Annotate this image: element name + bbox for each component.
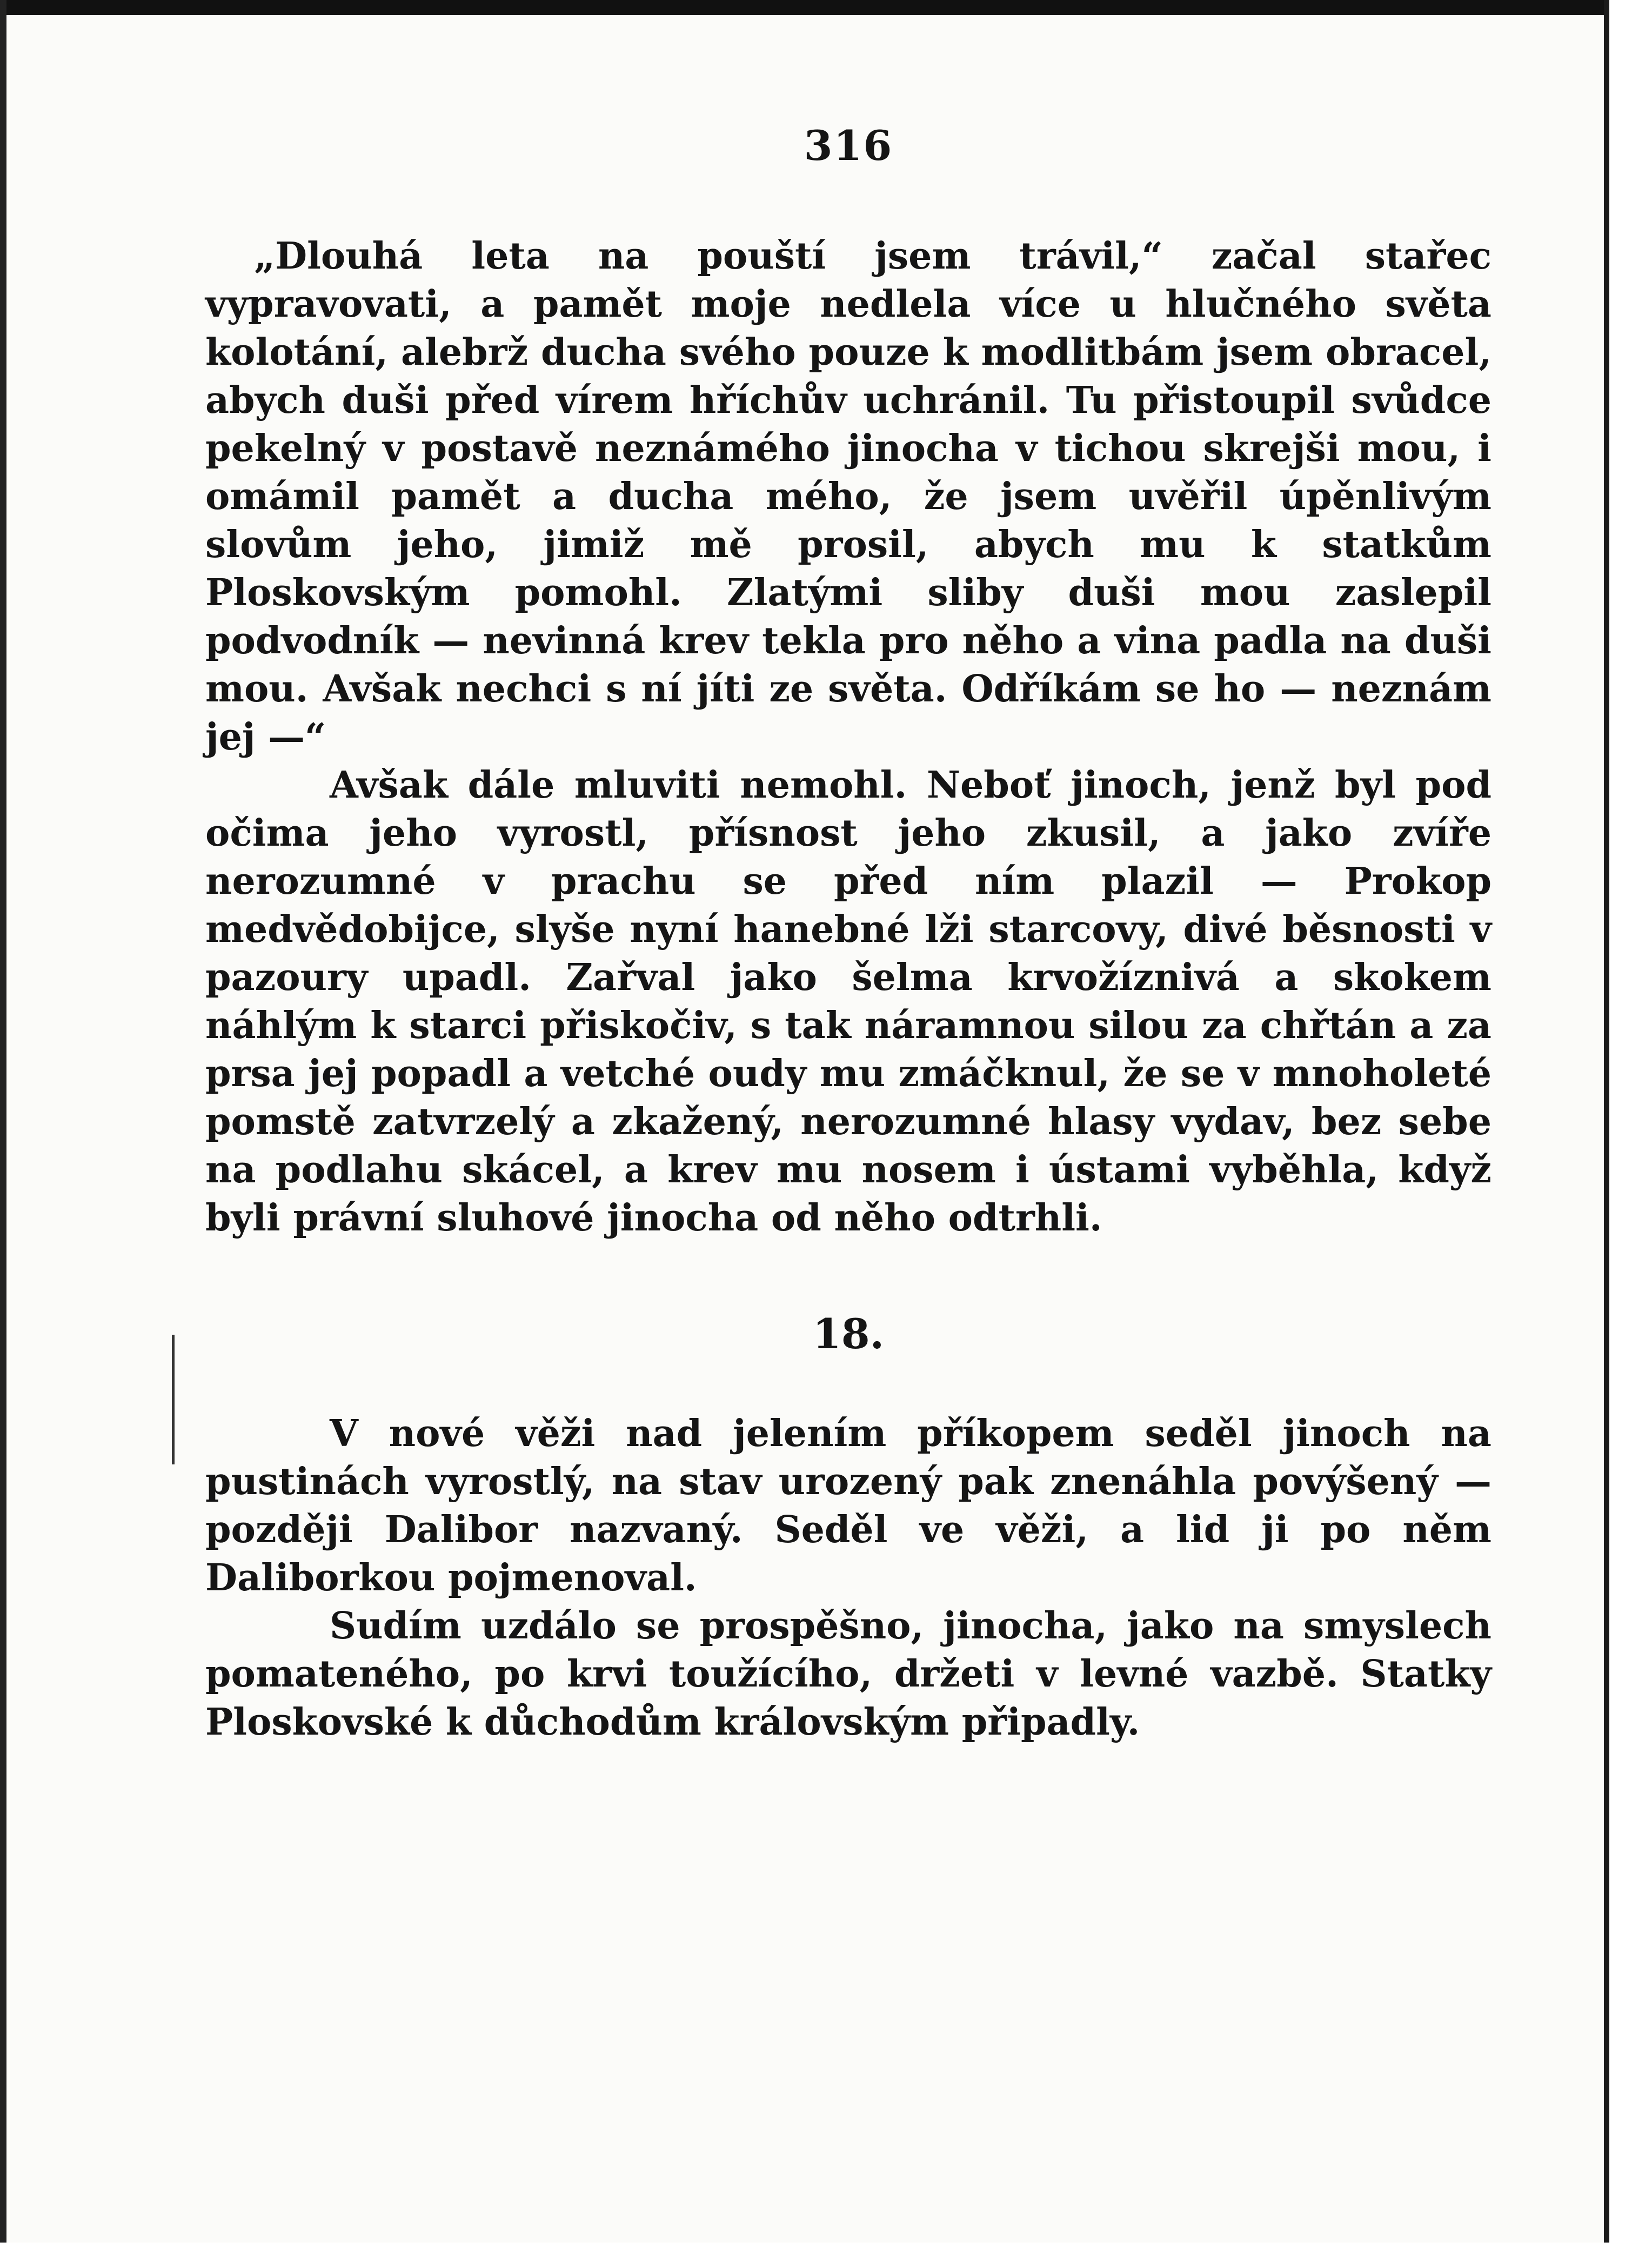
page-number: 316 bbox=[804, 122, 893, 170]
paragraph-judges-decision: Sudím uzdálo se prospěšno, jinocha, jako na smyslech pomateného, po krvi toužícího, držeti v levné vazbě. Statky Ploskovské k důchodům královským připadly. bbox=[205, 1604, 1492, 1744]
paragraph-old-man-confession: „Dlouhá leta na pouští jsem trávil,“ začal stařec vypravovati, a pamět moje nedlela více u hlučného světa kolotání, alebrž ducha svého pouze k modlitbám jsem obracel, abych duši před vírem hříchův uchránil. Tu přistoupil svůdce pekelný v postavě neznámého jinocha v tichou skrejši mou, i omámil pamět a ducha mého, že jsem uvěřil úpěnlivým slovům jeho, jimiž mě prosil, abych mu k statkům Ploskovským pomohl. Zlatými sliby duši mou zaslepil podvodník — nevinná krev tekla pro něho a vina padla na duši mou. Avšak nechci s ní jíti ze světa. Odříkám se ho — neznám jej —“ bbox=[205, 235, 1492, 759]
scan-right-border bbox=[1604, 0, 1609, 2262]
paragraph-dalibor-tower: V nové věži nad jelením příkopem seděl jinoch na pustinách vyrostlý, na stav urozený pak znenáhla povýšený — později Dalibor nazvaný. Seděl ve věži, a lid ji po něm Daliborkou pojmenoval. bbox=[205, 1412, 1492, 1600]
scan-top-border bbox=[0, 0, 1652, 15]
chapter-number: 18. bbox=[812, 1310, 885, 1358]
book-page bbox=[205, 119, 1492, 1746]
scan-left-border bbox=[0, 0, 6, 2262]
scan-bottom-margin bbox=[0, 2243, 1609, 2262]
paragraph-prokop-attack: Avšak dále mluviti nemohl. Neboť jinoch, jenž byl pod očima jeho vyrostl, přísnost jeho zkusil, a jako zvíře nerozumné v prachu se před ním plazil — Prokop medvědobijce, slyše nyní hanebné lži starcovy, divé běsnosti v pazoury upadl. Zařval jako šelma krvožíznivá a skokem náhlým k starci přiskočiv, s tak náramnou silou za chřtán a za prsa jej popadl a vetché oudy mu zmáčknul, že se v mnoholeté pomstě zatvrzelý a zkažený, nerozumné hlasy vydav, bez sebe na podlahu skácel, a krev mu nosem i ústami vyběhla, když byli právní sluhové jinocha od něho odtrhli. bbox=[205, 764, 1492, 1240]
margin-pencil-mark bbox=[172, 1335, 175, 1464]
scan-outer-margin bbox=[1609, 0, 1652, 2262]
